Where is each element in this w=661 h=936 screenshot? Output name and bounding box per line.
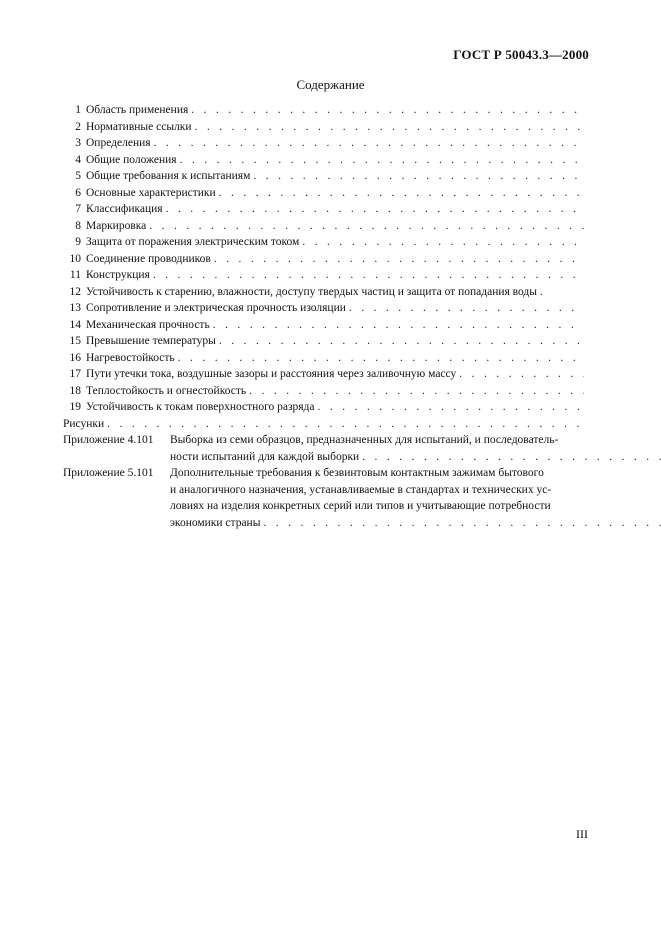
leader-dots	[459, 366, 584, 383]
leader-dots	[213, 317, 584, 334]
toc-number: 15	[69, 335, 81, 347]
toc-title: Соединение проводников	[86, 252, 211, 265]
toc-entry-4[interactable]	[63, 152, 584, 169]
appendix-title-line: и аналогичного назначения, устанавливаемые в стандартах и технических ус-	[170, 483, 552, 496]
leader-dots	[178, 350, 584, 367]
leader-dots	[219, 333, 584, 350]
toc-entry-10[interactable]	[63, 251, 584, 268]
toc-title: Конструкция	[86, 269, 150, 281]
leader-dots	[214, 251, 584, 268]
page-title: Содержание	[296, 77, 365, 92]
leader-dots	[191, 102, 584, 119]
toc-number: 10	[69, 252, 81, 265]
toc-title: Устойчивость к старению, влажности, доступу твердых частиц и защита от попадания воды .	[86, 285, 543, 298]
toc-entry-6[interactable]	[63, 185, 584, 202]
leader-dots	[166, 201, 584, 218]
toc-title: Пути утечки тока, воздушные зазоры и расстояния через заливочную массу	[86, 368, 457, 380]
leader-dots	[249, 383, 584, 400]
toc-title: Механическая прочность	[86, 318, 210, 331]
leader-dots	[107, 416, 584, 433]
toc-title: Нагревостойкость	[86, 351, 175, 364]
toc-title: Рисунки	[63, 417, 105, 430]
toc-number: 18	[69, 384, 81, 397]
appendix-label: Приложение 5.101	[63, 467, 154, 479]
toc-number: 2	[75, 120, 81, 133]
toc-number: 7	[75, 203, 81, 215]
toc-number: 16	[69, 351, 81, 364]
toc-title: Основные характеристики	[86, 186, 216, 199]
leader-dots	[195, 119, 584, 136]
toc-title: Общие положения	[86, 153, 177, 166]
page-number: III	[576, 827, 588, 841]
toc-entry-12[interactable]	[63, 284, 584, 301]
toc-number: 12	[69, 285, 81, 298]
appendix-title-line: экономики страны	[170, 516, 261, 529]
toc-title: Устойчивость к токам поверхностного разряда	[86, 401, 315, 413]
toc-number: 3	[75, 137, 81, 149]
toc-title: Сопротивление и электрическая прочность изоляции	[86, 302, 346, 314]
toc-entry-5[interactable]	[63, 168, 584, 185]
toc-title: Теплостойкость и огнестойкость	[86, 384, 247, 397]
toc-entry-18[interactable]	[63, 383, 584, 400]
leader-dots	[153, 267, 584, 284]
toc-number: 6	[75, 186, 81, 199]
leader-dots	[154, 135, 584, 152]
leader-dots	[253, 168, 584, 185]
toc-entry-15[interactable]	[63, 333, 584, 350]
toc-number: 8	[75, 219, 81, 232]
toc-entry-appendix-5-101[interactable]	[63, 465, 584, 531]
toc-number: 19	[69, 401, 81, 413]
toc-title: Превышение температуры	[86, 335, 216, 347]
toc-entry-appendix-4-101[interactable]	[63, 432, 584, 465]
appendix-title-line: ности испытаний для каждой выборки	[170, 450, 360, 463]
toc-title: Общие требования к испытаниям	[86, 170, 251, 182]
toc-title: Область применения	[86, 104, 189, 116]
toc-title: Определения	[86, 137, 151, 149]
toc-entry-2[interactable]	[63, 119, 584, 136]
toc-entry-figures[interactable]	[63, 416, 584, 433]
toc-entry-7[interactable]	[63, 201, 584, 218]
toc-number: 5	[75, 170, 81, 182]
toc-entry-1[interactable]	[63, 102, 584, 119]
appendix-title-line: Выборка из семи образцов, предназначенных для испытаний, и последователь-	[170, 434, 559, 446]
appendix-title-line: ловиях на изделия конкретных серий или типов и учитывающие потребности	[170, 500, 551, 512]
toc-entry-3[interactable]	[63, 135, 584, 152]
toc-entry-17[interactable]	[63, 366, 584, 383]
toc-number: 11	[69, 269, 81, 281]
toc-number: 9	[75, 236, 81, 248]
toc-title: Защита от поражения электрическим током	[86, 236, 300, 248]
leader-dots	[362, 449, 661, 466]
toc-entry-14[interactable]	[63, 317, 584, 334]
toc-entry-13[interactable]	[63, 300, 584, 317]
toc-title: Маркировка	[86, 219, 147, 232]
leader-dots	[349, 300, 584, 317]
leader-dots	[219, 185, 584, 202]
leader-dots	[149, 218, 584, 235]
toc-number: 1	[75, 104, 81, 116]
toc-entry-16[interactable]	[63, 350, 584, 367]
document-code: ГОСТ Р 50043.3—2000	[453, 47, 589, 62]
leader-dots	[180, 152, 584, 169]
table-of-contents	[63, 102, 584, 531]
toc-entry-9[interactable]	[63, 234, 584, 251]
toc-title: Классификация	[86, 203, 163, 215]
appendix-title-line: Дополнительные требования к безвинтовым контактным зажимам бытового	[170, 467, 544, 479]
toc-entry-11[interactable]	[63, 267, 584, 284]
toc-entry-19[interactable]	[63, 399, 584, 416]
toc-title: Нормативные ссылки	[86, 120, 192, 133]
toc-number: 13	[69, 302, 81, 314]
toc-number: 14	[69, 318, 81, 331]
leader-dots	[263, 515, 661, 532]
toc-number: 17	[69, 368, 81, 380]
toc-entry-8[interactable]	[63, 218, 584, 235]
appendix-label: Приложение 4.101	[63, 434, 154, 446]
leader-dots	[318, 399, 584, 416]
leader-dots	[302, 234, 584, 251]
toc-number: 4	[75, 153, 81, 166]
